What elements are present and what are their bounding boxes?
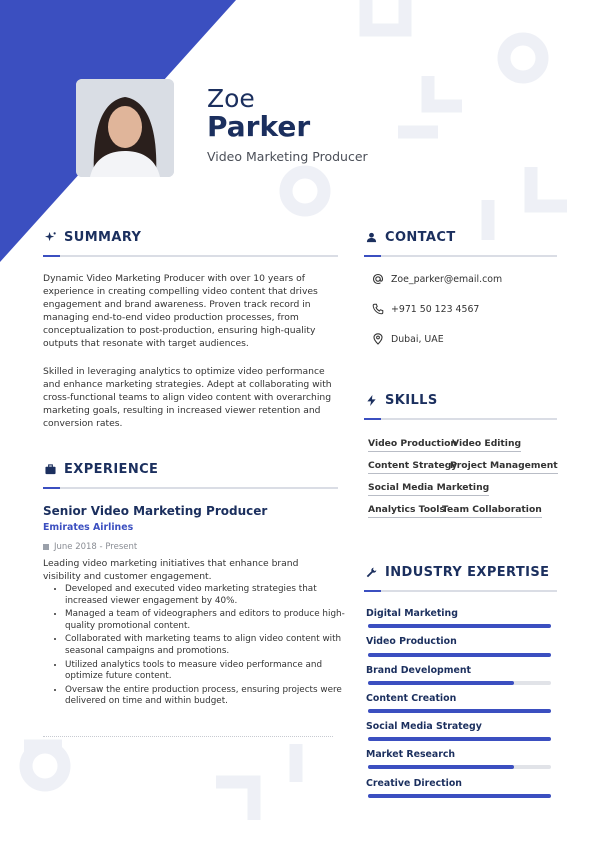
expertise-bar xyxy=(368,765,551,769)
industry-expertise-heading-label: INDUSTRY EXPERTISE xyxy=(385,565,550,580)
expertise-bar xyxy=(368,624,551,628)
job-dates-label: June 2018 - Present xyxy=(54,542,138,552)
expertise-bar-fill xyxy=(368,653,551,657)
skills-heading xyxy=(366,393,438,408)
job-achievements-list xyxy=(53,584,353,710)
expertise-label: Content Creation xyxy=(366,693,457,704)
expertise-bar xyxy=(368,737,551,741)
expertise-bar xyxy=(368,709,551,713)
skills-divider xyxy=(364,418,557,420)
experience-divider-accent xyxy=(43,487,60,489)
contact-phone-value: +971 50 123 4567 xyxy=(391,303,480,315)
contact-divider-accent xyxy=(364,255,381,257)
person-icon xyxy=(366,232,377,243)
contact-email[interactable] xyxy=(372,273,502,285)
job-description: Leading video marketing initiatives that enhance brand visibility and customer engagement. xyxy=(43,558,299,582)
contact-heading xyxy=(366,230,456,245)
job-title-heading: Video Marketing Producer xyxy=(207,149,368,164)
skill-tag: Video Production xyxy=(368,438,457,452)
summary-paragraph-1: Dynamic Video Marketing Producer with over 10 years of experience in creating compelling video content that drives engagement and brand awareness. Proven track record in managing end-to-end video production processes, from conceptualization to post-production, ensuring high-quality outputs that resonate with target audiences. xyxy=(43,273,318,349)
job-bullet: • Developed and executed video marketing strategies that increased viewer engagement by 40%. xyxy=(65,584,353,607)
at-sign-icon xyxy=(372,273,384,285)
calendar-icon xyxy=(43,544,49,550)
industry-expertise-heading xyxy=(366,565,549,580)
expertise-bar-fill xyxy=(368,624,551,628)
expertise-label: Creative Direction xyxy=(366,778,462,789)
contact-heading-label: CONTACT xyxy=(385,230,456,245)
job-bullet: • Utilized analytics tools to measure video performance and optimize future content. xyxy=(65,660,353,683)
avatar-portrait-icon xyxy=(76,79,174,177)
phone-icon xyxy=(372,303,384,315)
skill-tag: Social Media Marketing xyxy=(368,482,489,496)
job-bullet: • Oversaw the entire production process, ensuring projects were delivered on time and within budget. xyxy=(65,685,353,708)
job-position: Senior Video Marketing Producer xyxy=(43,504,268,518)
industry-expertise-divider xyxy=(364,590,557,592)
summary-divider xyxy=(43,255,338,257)
job-dates xyxy=(43,542,137,552)
summary-heading xyxy=(45,230,141,245)
expertise-bar-fill xyxy=(368,737,551,741)
profile-photo xyxy=(76,79,174,177)
section-end-divider xyxy=(43,736,333,737)
contact-divider xyxy=(364,255,557,257)
sparkle-icon xyxy=(45,232,56,243)
wrench-icon xyxy=(366,567,377,578)
job-bullet: • Collaborated with marketing teams to align video content with seasonal campaigns and promotions. xyxy=(65,634,353,657)
expertise-label: Brand Development xyxy=(366,665,472,676)
summary-divider-accent xyxy=(43,255,60,257)
expertise-label: Digital Marketing xyxy=(366,608,458,619)
expertise-bar xyxy=(368,653,551,657)
expertise-label: Social Media Strategy xyxy=(366,721,482,732)
experience-heading xyxy=(45,462,158,477)
map-pin-icon xyxy=(372,333,384,345)
expertise-label: Market Research xyxy=(366,749,456,760)
skill-tag: Analytics Tools xyxy=(368,504,445,518)
expertise-bar-fill xyxy=(368,765,514,769)
skills-heading-label: SKILLS xyxy=(385,393,438,408)
skill-tag: Content Strategy xyxy=(368,460,457,474)
lightning-icon xyxy=(366,395,377,406)
contact-email-value: Zoe_parker@email.com xyxy=(391,273,503,285)
experience-heading-label: EXPERIENCE xyxy=(64,462,159,477)
industry-expertise-divider-accent xyxy=(364,590,381,592)
job-company: Emirates Airlines xyxy=(43,522,134,533)
contact-location-value: Dubai, UAE xyxy=(391,333,444,345)
briefcase-icon xyxy=(45,464,56,475)
summary-heading-label: SUMMARY xyxy=(64,230,142,245)
summary-paragraph-2: Skilled in leveraging analytics to optimize video performance and enhance marketing strategies. Adept at collaborating with cross-functional teams to align video content with overarching marketing goals, resulting in increased viewer retention and conversion rates. xyxy=(43,366,332,429)
skill-tag: Project Management xyxy=(450,460,558,474)
skills-divider-accent xyxy=(364,418,381,420)
expertise-bar xyxy=(368,794,551,798)
expertise-bar-fill xyxy=(368,681,514,685)
expertise-bar-fill xyxy=(368,709,551,713)
job-bullet: • Managed a team of videographers and editors to produce high-quality promotional content. xyxy=(65,609,353,632)
first-name: Zoe xyxy=(207,84,255,113)
skill-tag: Team Collaboration xyxy=(442,504,542,518)
contact-phone[interactable] xyxy=(372,303,479,315)
expertise-bar-fill xyxy=(368,794,551,798)
last-name: Parker xyxy=(207,110,311,143)
contact-location xyxy=(372,333,444,345)
skill-tag: Video Editing xyxy=(452,438,521,452)
expertise-bar xyxy=(368,681,551,685)
expertise-label: Video Production xyxy=(366,636,457,647)
experience-divider xyxy=(43,487,338,489)
